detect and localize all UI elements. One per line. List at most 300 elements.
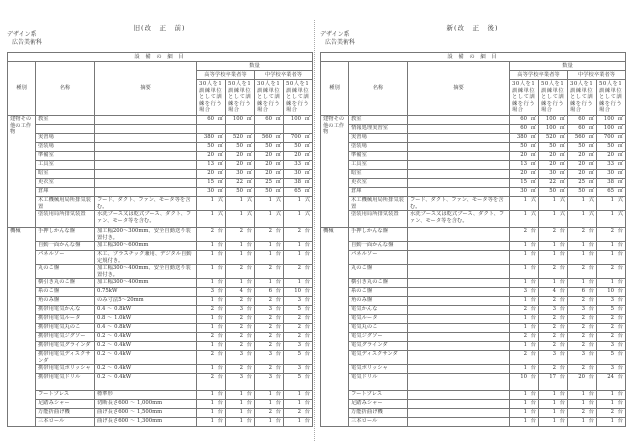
header-quantity: 数量	[510, 62, 626, 71]
quantity-cell	[539, 152, 568, 161]
quantity-unit: ㎡	[559, 170, 565, 176]
quantity-unit: 台	[246, 333, 252, 339]
table-row	[321, 324, 626, 333]
quantity-value: 1	[523, 265, 527, 271]
item-name: 暗室	[36, 170, 95, 179]
item-summary: 水洗ブース又は乾式ブース、ダクト、ファン、モータ等を含む。	[408, 211, 510, 228]
item-name: 電気ドリル	[349, 374, 408, 391]
quantity-cell	[510, 391, 539, 400]
quantity-value: 1	[581, 279, 585, 285]
quantity-cell	[284, 342, 313, 351]
item-name	[36, 125, 95, 134]
quantity-cell	[568, 306, 597, 315]
quantity-cell	[197, 324, 226, 333]
item-summary	[95, 152, 197, 161]
item-name: 塗装場	[36, 143, 95, 152]
quantity-unit: ㎡	[246, 161, 252, 167]
quantity-unit: 台	[617, 400, 624, 406]
quantity-value: 3	[297, 365, 302, 371]
quantity-unit: ㎡	[275, 152, 281, 158]
quantity-unit: 台	[275, 315, 281, 321]
quantity-value: 2	[268, 324, 272, 330]
table-row	[321, 125, 626, 134]
quantity-unit: 台	[530, 288, 536, 294]
item-name: 電気グラインダ	[349, 342, 408, 351]
quantity-cell	[510, 242, 539, 251]
quantity-unit: ㎡	[217, 188, 223, 194]
item-name: 情報処理実習室	[349, 125, 408, 134]
quantity-cell	[539, 333, 568, 342]
quantity-cell	[539, 409, 568, 418]
table-row	[321, 418, 626, 427]
table-row	[321, 211, 626, 228]
quantity-value: 1	[581, 391, 585, 397]
quantity-value: 1	[552, 242, 556, 248]
quantity-unit: ㎡	[246, 188, 252, 194]
quantity-unit: 台	[304, 251, 311, 257]
quantity-cell	[197, 409, 226, 418]
quantity-cell	[597, 374, 626, 391]
quantity-cell	[197, 418, 226, 427]
quantity-value: 1	[210, 400, 214, 406]
table-row	[321, 143, 626, 152]
quantity-value: 1	[552, 251, 556, 257]
quantity-unit: ㎡	[530, 134, 536, 140]
quantity-unit: 台	[588, 297, 594, 303]
table-row	[8, 152, 313, 161]
item-summary: 0.8 ～ 1.0kW	[95, 315, 197, 324]
quantity-cell	[568, 365, 597, 374]
quantity-unit: 台	[588, 279, 594, 285]
quantity-cell	[539, 211, 568, 228]
quantity-unit: 台	[617, 242, 624, 248]
quantity-cell	[539, 418, 568, 427]
quantity-value: 50	[236, 188, 243, 194]
quantity-cell	[255, 315, 284, 324]
quantity-unit: 台	[530, 333, 536, 339]
quantity-unit: 台	[217, 342, 223, 348]
quantity-value: 30	[520, 188, 527, 194]
quantity-value: 2	[581, 315, 585, 321]
quantity-cell	[568, 400, 597, 409]
item-name: 足踏みシャー	[36, 400, 95, 409]
quantity-value: 1	[239, 391, 243, 397]
quantity-value: 2	[239, 324, 243, 330]
department: デザイン系	[320, 31, 350, 38]
quantity-unit: 台	[530, 306, 536, 312]
quantity-value: 2	[552, 315, 556, 321]
header-quantity: 数量	[197, 62, 313, 71]
table-row	[8, 125, 313, 134]
quantity-cell	[568, 161, 597, 170]
item-summary	[408, 297, 510, 306]
quantity-value: 1	[523, 315, 527, 321]
quantity-value: 560	[574, 134, 585, 140]
quantity-value: 100	[545, 116, 556, 122]
quantity-value: 17	[549, 374, 556, 380]
quantity-value: 24	[607, 374, 615, 380]
item-summary	[408, 143, 510, 152]
item-name: 木工機械用局所排気装置	[349, 197, 408, 211]
quantity-unit: 台	[275, 409, 281, 415]
quantity-cell	[568, 125, 597, 134]
item-name: 電気ディスクサンダ	[349, 351, 408, 365]
quantity-cell	[226, 351, 255, 365]
item-name: 携帯用電気ディスクサンダ	[36, 351, 95, 365]
quantity-cell	[197, 342, 226, 351]
quantity-cell	[284, 333, 313, 342]
quantity-cell	[597, 265, 626, 279]
quantity-value: 2	[268, 333, 272, 339]
item-name: 横引き丸のこ盤	[36, 279, 95, 288]
quantity-value: 2	[239, 315, 243, 321]
quantity-unit: ㎡	[530, 161, 536, 167]
quantity-unit: 式	[559, 211, 565, 217]
quantity-cell	[568, 188, 597, 197]
quantity-cell	[539, 279, 568, 288]
quantity-value: 1	[523, 242, 527, 248]
quantity-value: 2	[239, 265, 243, 271]
item-summary	[408, 134, 510, 143]
quantity-cell	[539, 116, 568, 125]
quantity-value: 5	[297, 374, 302, 380]
quantity-value: 1	[268, 400, 272, 406]
item-summary: フード、ダクト、ファン、モータ等を含む。	[408, 197, 510, 211]
item-name: 工具室	[36, 161, 95, 170]
quantity-unit: ㎡	[275, 179, 281, 185]
header-summary: 摘要	[408, 62, 510, 116]
quantity-unit: 式	[246, 211, 252, 217]
quantity-value: 380	[516, 134, 527, 140]
quantity-cell	[197, 288, 226, 297]
quantity-unit: 台	[559, 351, 565, 357]
quantity-unit: ㎡	[588, 116, 594, 122]
quantity-cell	[539, 342, 568, 351]
table-row	[8, 400, 313, 409]
item-name: 糸のこ盤	[349, 288, 408, 297]
quantity-cell	[284, 400, 313, 409]
quantity-cell	[226, 251, 255, 265]
table-row	[8, 242, 313, 251]
quantity-unit: 台	[530, 409, 536, 415]
item-summary	[95, 188, 197, 197]
table-title: 設 備 の 細 目	[8, 53, 313, 62]
quantity-value: 2	[210, 374, 214, 380]
quantity-unit: 台	[617, 279, 624, 285]
quantity-unit: 式	[304, 197, 311, 203]
quantity-unit: 台	[275, 400, 281, 406]
table-row	[321, 306, 626, 315]
quantity-cell	[539, 351, 568, 365]
table-row	[8, 143, 313, 152]
quantity-unit: 台	[304, 242, 311, 248]
item-summary: 0.2 ～ 0.4kW	[95, 374, 197, 391]
quantity-value: 2	[268, 315, 272, 321]
quantity-unit: ㎡	[246, 152, 252, 158]
quantity-value: 520	[545, 134, 556, 140]
quantity-unit: 台	[559, 324, 565, 330]
quantity-value: 2	[581, 265, 585, 271]
table-row	[321, 242, 626, 251]
quantity-unit: 式	[304, 211, 311, 217]
item-summary: 加工幅300～400mm、安全自動送り装置付き。	[95, 265, 197, 279]
quantity-value: 3	[523, 288, 527, 294]
item-name: 工具室	[349, 161, 408, 170]
quantity-value: 1	[239, 197, 243, 203]
quantity-cell	[597, 400, 626, 409]
quantity-cell	[226, 315, 255, 324]
quantity-value: 1	[268, 279, 272, 285]
item-summary	[95, 116, 197, 125]
quantity-unit: 台	[588, 288, 594, 294]
item-name: 教室	[36, 116, 95, 125]
quantity-value: 20	[549, 152, 556, 158]
quantity-unit: ㎡	[588, 161, 594, 167]
quantity-cell	[539, 161, 568, 170]
quantity-value: 1	[523, 400, 527, 406]
quantity-value: 1	[268, 391, 272, 397]
table-row	[321, 179, 626, 188]
quantity-cell	[226, 152, 255, 161]
equipment-table	[320, 52, 626, 427]
quantity-cell	[226, 297, 255, 306]
quantity-value: 1	[297, 242, 302, 248]
quantity-cell	[255, 125, 284, 134]
quantity-unit: 台	[217, 365, 223, 371]
quantity-cell	[226, 143, 255, 152]
quantity-cell	[597, 279, 626, 288]
quantity-value: 1	[268, 211, 272, 217]
quantity-value: 20	[265, 170, 272, 176]
quantity-value: 1	[610, 418, 615, 424]
item-summary	[408, 288, 510, 297]
quantity-cell	[226, 125, 255, 134]
quantity-cell	[197, 306, 226, 315]
quantity-cell	[510, 288, 539, 297]
table-row	[8, 351, 313, 365]
header-middle-school: 中学校卒業者等	[568, 71, 626, 80]
header-50-people: 50人を1訓練単位として訓練を行う場合	[597, 80, 626, 116]
table-row	[8, 409, 313, 418]
category-cell: 機械	[321, 228, 349, 427]
quantity-unit: ㎡	[530, 170, 536, 176]
quantity-value: 1	[610, 242, 615, 248]
quantity-cell	[568, 143, 597, 152]
quantity-cell	[510, 251, 539, 265]
quantity-unit: 台	[246, 365, 252, 371]
quantity-cell	[255, 265, 284, 279]
item-summary: 0.2 ～ 0.4kW	[95, 342, 197, 351]
item-name: 自動一面かんな盤	[36, 242, 95, 251]
quantity-cell	[568, 134, 597, 143]
item-summary	[408, 409, 510, 418]
quantity-cell	[197, 251, 226, 265]
quantity-value: 20	[520, 152, 527, 158]
quantity-value: 2	[239, 228, 243, 234]
quantity-unit: 台	[217, 351, 223, 357]
quantity-unit: 台	[530, 342, 536, 348]
item-name: 実習場	[36, 134, 95, 143]
quantity-cell	[597, 306, 626, 315]
item-name: 角のみ盤	[349, 297, 408, 306]
quantity-unit: 台	[617, 333, 624, 339]
quantity-unit: 台	[559, 315, 565, 321]
quantity-value: 1	[297, 279, 302, 285]
quantity-cell	[568, 265, 597, 279]
quantity-cell	[226, 242, 255, 251]
quantity-value: 30	[294, 170, 302, 176]
item-summary	[408, 179, 510, 188]
table-row	[8, 374, 313, 391]
quantity-cell	[255, 400, 284, 409]
quantity-cell	[568, 116, 597, 125]
quantity-cell	[284, 197, 313, 211]
item-summary: 0.75kW	[95, 288, 197, 297]
quantity-unit: 台	[304, 228, 311, 234]
header-30-people: 30人を1訓練単位として訓練を行う場合	[510, 80, 539, 116]
quantity-cell	[597, 418, 626, 427]
table-row	[321, 342, 626, 351]
quantity-cell	[539, 197, 568, 211]
quantity-unit: 台	[217, 418, 223, 424]
quantity-cell	[597, 161, 626, 170]
quantity-unit: 式	[275, 197, 281, 203]
quantity-value: 2	[268, 228, 272, 234]
table-row	[8, 418, 313, 427]
quantity-value: 2	[297, 324, 302, 330]
quantity-value: 1	[239, 211, 243, 217]
quantity-unit: ㎡	[530, 143, 536, 149]
quantity-value: 13	[520, 161, 527, 167]
quantity-cell	[510, 143, 539, 152]
quantity-unit: ㎡	[617, 170, 624, 176]
quantity-value: 30	[236, 170, 243, 176]
item-summary	[408, 374, 510, 391]
quantity-value: 3	[610, 297, 615, 303]
quantity-cell	[197, 374, 226, 391]
quantity-value: 1	[610, 391, 615, 397]
quantity-unit: 台	[217, 297, 223, 303]
item-name: 塗装用局所排気装置	[36, 211, 95, 228]
quantity-value: 20	[265, 152, 272, 158]
quantity-cell	[597, 197, 626, 211]
quantity-cell	[226, 333, 255, 342]
quantity-cell	[597, 116, 626, 125]
quantity-value: 1	[552, 211, 556, 217]
item-summary	[408, 228, 510, 242]
quantity-cell	[568, 315, 597, 324]
quantity-value: 60	[520, 125, 527, 131]
table-row	[321, 265, 626, 279]
quantity-value: 1	[523, 418, 527, 424]
quantity-cell	[226, 116, 255, 125]
quantity-unit: 台	[246, 324, 252, 330]
quantity-value: 1	[268, 197, 272, 203]
quantity-value: 1	[239, 251, 243, 257]
quantity-cell	[568, 324, 597, 333]
quantity-unit: 台	[617, 288, 624, 294]
quantity-unit: 台	[275, 297, 281, 303]
quantity-unit: 台	[617, 324, 624, 330]
header-high-school: 高等学校卒業者等	[510, 71, 568, 80]
quantity-unit: 台	[304, 391, 311, 397]
item-summary: 標準形	[95, 391, 197, 400]
quantity-cell	[568, 279, 597, 288]
quantity-unit: 台	[588, 228, 594, 234]
quantity-unit: 台	[246, 265, 252, 271]
quantity-unit: 台	[246, 400, 252, 406]
item-summary	[408, 306, 510, 315]
quantity-value: 3	[268, 306, 272, 312]
quantity-unit: 台	[530, 265, 536, 271]
quantity-unit: ㎡	[304, 116, 311, 122]
quantity-unit: 台	[559, 279, 565, 285]
quantity-cell	[510, 279, 539, 288]
quantity-unit: ㎡	[617, 161, 624, 167]
item-summary	[408, 265, 510, 279]
quantity-cell	[539, 315, 568, 324]
quantity-cell	[197, 197, 226, 211]
quantity-unit: 台	[559, 265, 565, 271]
quantity-cell	[284, 288, 313, 297]
quantity-cell	[255, 242, 284, 251]
quantity-value: 3	[239, 351, 243, 357]
item-name: 携帯用電気グラインダ	[36, 342, 95, 351]
table-row	[8, 251, 313, 265]
quantity-unit: ㎡	[559, 134, 565, 140]
quantity-value: 20	[520, 170, 527, 176]
quantity-cell	[197, 170, 226, 179]
quantity-cell	[539, 251, 568, 265]
quantity-unit: ㎡	[530, 125, 536, 131]
quantity-value: 1	[552, 279, 556, 285]
quantity-unit: 台	[617, 297, 624, 303]
table-row	[8, 279, 313, 288]
quantity-cell	[510, 161, 539, 170]
item-summary: 加工幅300～400mm	[95, 279, 197, 288]
quantity-unit: ㎡	[246, 179, 252, 185]
quantity-cell	[597, 342, 626, 351]
table-row	[8, 228, 313, 242]
item-summary	[95, 161, 197, 170]
quantity-cell	[197, 152, 226, 161]
quantity-cell	[539, 188, 568, 197]
quantity-cell	[568, 179, 597, 188]
quantity-cell	[597, 288, 626, 297]
table-row	[321, 161, 626, 170]
table-row	[321, 351, 626, 365]
quantity-cell	[226, 288, 255, 297]
quantity-cell	[568, 228, 597, 242]
quantity-cell	[510, 134, 539, 143]
item-summary	[408, 342, 510, 351]
quantity-cell	[197, 315, 226, 324]
quantity-unit: 台	[588, 365, 594, 371]
quantity-unit: 台	[530, 297, 536, 303]
quantity-unit: 台	[275, 365, 281, 371]
quantity-value: 100	[545, 125, 556, 131]
quantity-value: 20	[207, 152, 214, 158]
quantity-cell	[255, 297, 284, 306]
quantity-value: 3	[268, 351, 272, 357]
course: 広告美術科	[12, 39, 43, 46]
quantity-value: 25	[265, 179, 272, 185]
quantity-unit: 台	[530, 228, 536, 234]
quantity-value: 50	[265, 143, 272, 149]
table-row	[8, 297, 313, 306]
quantity-unit: ㎡	[304, 179, 311, 185]
quantity-value: 15	[207, 179, 214, 185]
